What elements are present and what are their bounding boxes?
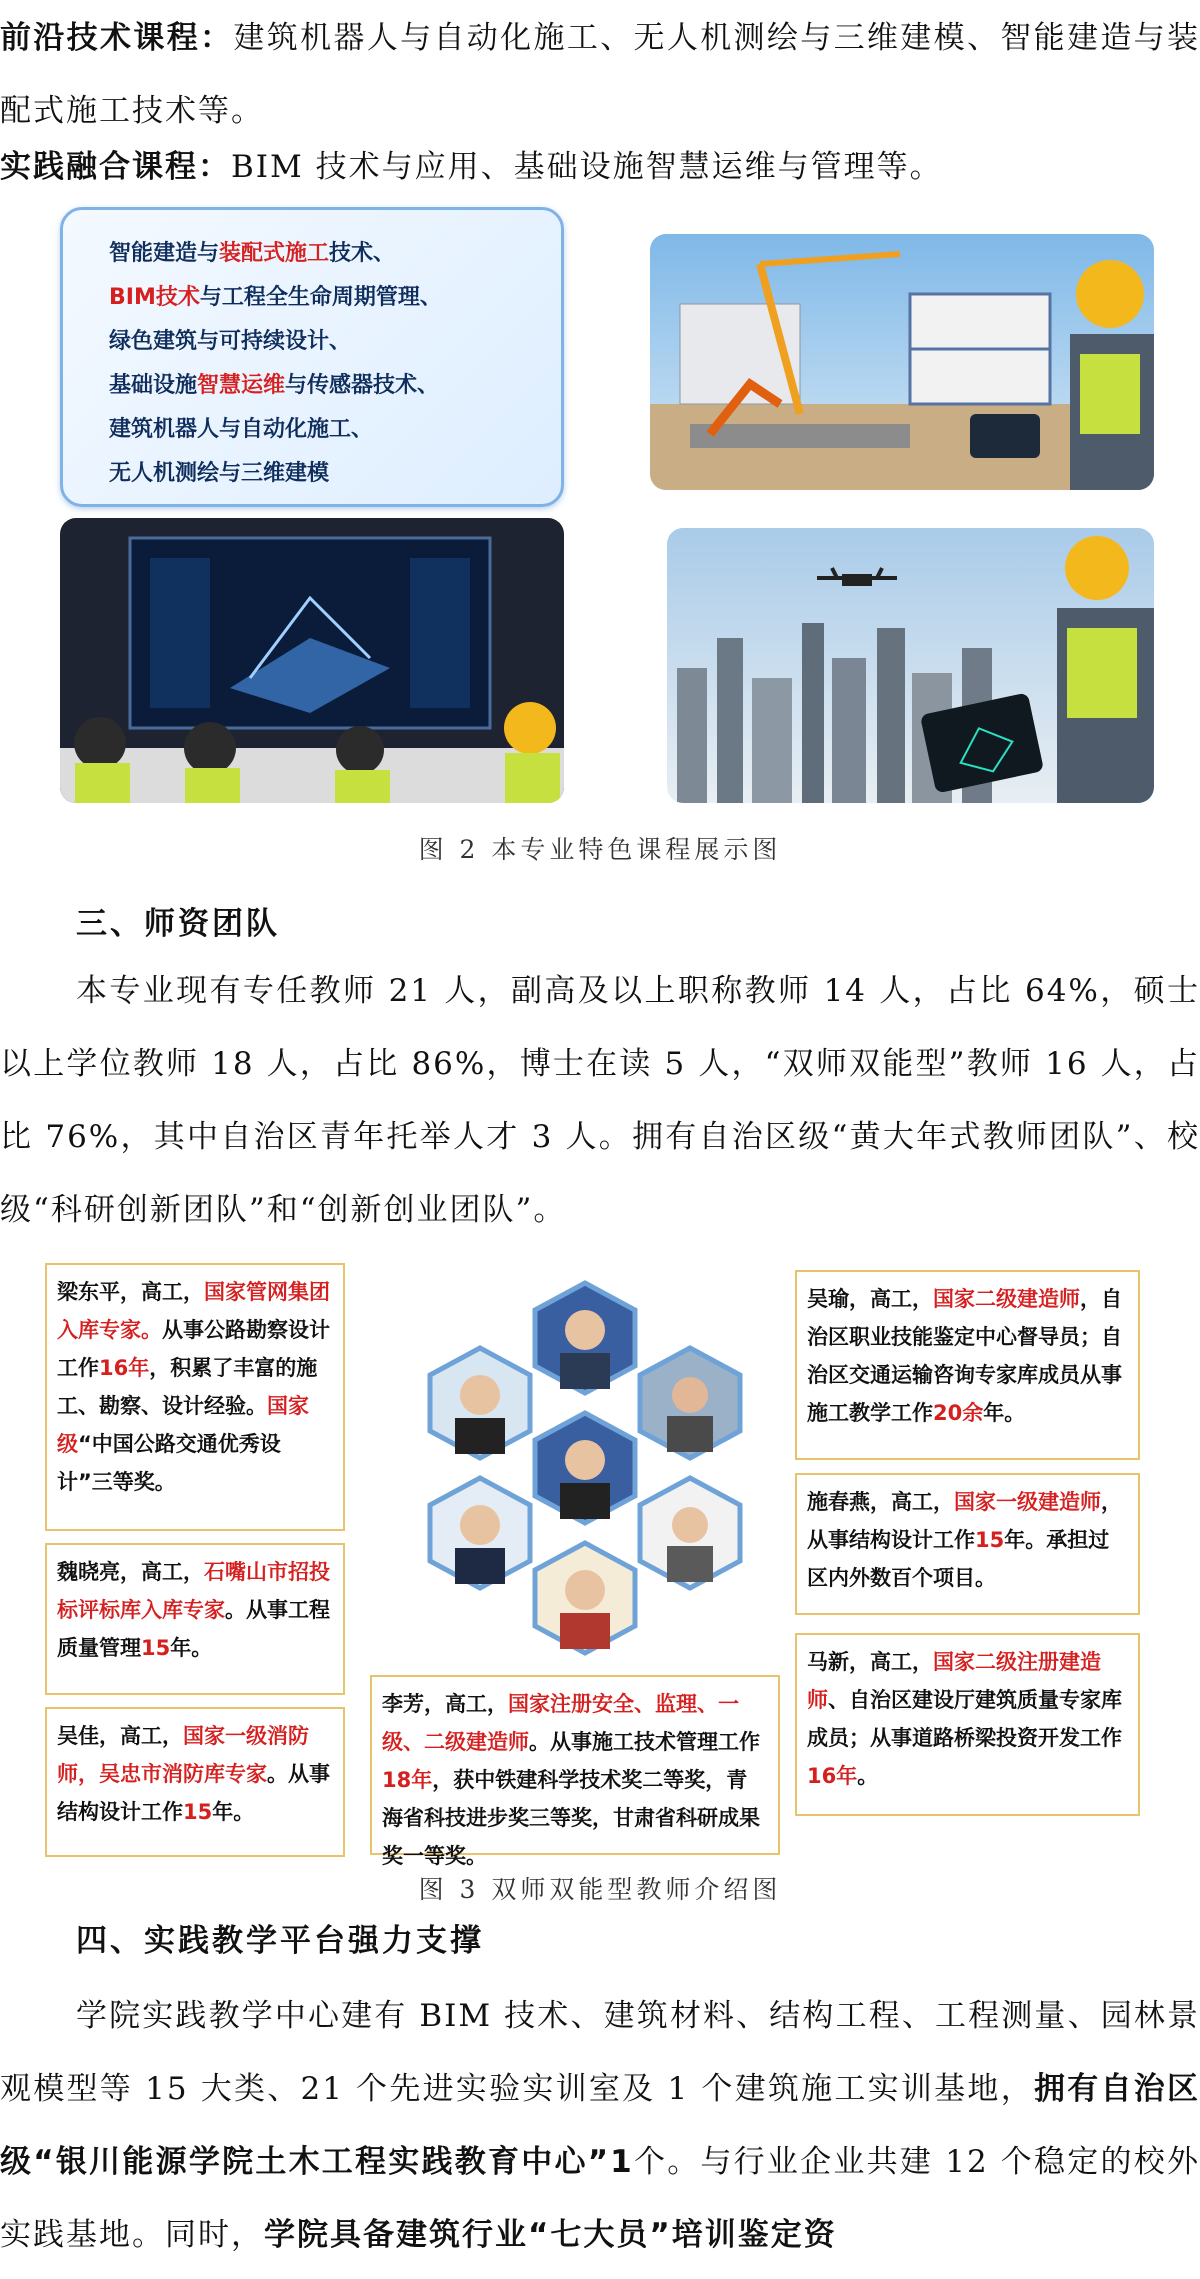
teacher-card-wuyu: 吴瑜，高工，国家二级建造师，自治区职业技能鉴定中心督导员；自治区交通运输咨询专家库成员从事施工教学工作20余年。 [795,1270,1140,1460]
teacher-portraits-hexagons [410,1278,760,1678]
frontier-courses-text: 建筑机器人与自动化施工、无人机测绘与三维建模、智能建造与装配式施工技术等。 [0,20,1200,129]
course-line-1: 智能建造与装配式施工技术、 [109,241,396,266]
practice-courses-label: 实践融合课程： [0,149,231,185]
teacher-card-wei: 魏晓亮，高工，石嘴山市招投标评标库入库专家。从事工程质量管理15年。 [45,1543,345,1695]
portrait-hexagon-3 [640,1348,740,1458]
frontier-courses-label: 前沿技术课程： [0,20,234,56]
portrait-hexagon-5 [430,1478,530,1588]
course-line-4: 基础设施智慧运维与传感器技术、 [109,373,440,398]
section-3-heading: 三、师资团队 [76,906,280,942]
teacher-card-liang: 梁东平，高工，国家管网集团入库专家。从事公路勘察设计工作16年，积累了丰富的施工、勘察、设计经验。国家级“中国公路交通优秀设计”三等奖。 [45,1263,345,1531]
drone-city-photo [667,528,1154,803]
portrait-hexagon-6 [640,1478,740,1588]
course-line-5: 建筑机器人与自动化施工、 [109,417,374,442]
portrait-hexagon-2 [430,1348,530,1458]
teacher-card-shi: 施春燕，高工，国家一级建造师，从事结构设计工作15年。承担过区内外数百个项目。 [795,1473,1140,1615]
course-line-3: 绿色建筑与可持续设计、 [109,329,352,354]
figure-3-caption: 图 3 双师双能型教师介绍图 [418,1875,782,1904]
construction-site-photo [650,234,1154,490]
paragraph-frontier-courses [0,2,1200,148]
course-list-box [60,207,564,507]
section-4-body: 学院实践教学中心建有 BIM 技术、建筑材料、结构工程、工程测量、园林景观模型等 15 大类、21 个先进实验实训室及 1 个建筑施工实训基地，拥有自治区级“银川能源学院土木工程实践教育中心”1个。与行业企业共建 12 个稳定的校外实践基地。同时，学院具备建筑行业“七大员”培训鉴定资 [0,1998,1200,2253]
teacher-card-wujia: 吴佳，高工，国家一级消防师，吴忠市消防库专家。从事结构设计工作15年。 [45,1707,345,1857]
portrait-hexagon-1 [535,1283,635,1393]
section-4-heading: 四、实践教学平台强力支撑 [76,1923,484,1959]
portrait-hexagon-4 [535,1413,635,1523]
paragraph-practice-courses [0,131,1200,204]
teacher-card-ma: 马新，高工，国家二级注册建造师、自治区建设厅建筑质量专家库成员；从事道路桥梁投资开发工作16年。 [795,1633,1140,1816]
course-line-6: 无人机测绘与三维建模 [109,461,330,486]
practice-courses-text: BIM 技术与应用、基础设施智慧运维与管理等。 [231,149,943,185]
control-room-photo [60,518,564,803]
section-3-body: 本专业现有专任教师 21 人，副高及以上职称教师 14 人，占比 64%，硕士以上学位教师 18 人，占比 86%，博士在读 5 人，“双师双能型”教师 16 人，占比 76%，其中自治区青年托举人才 3 人。拥有自治区级“黄大年式教师团队”、校级“科研创新团队”和“创新创业团队”。 [0,973,1200,1228]
figure-2-caption: 图 2 本专业特色课程展示图 [418,835,782,864]
teacher-card-lifang: 李芳，高工，国家注册安全、监理、一级、二级建造师。从事施工技术管理工作18年，获中铁建科学技术奖二等奖，青海省科技进步奖三等奖，甘肃省科研成果奖一等奖。 [370,1675,780,1855]
course-line-2: BIM技术与工程全生命周期管理、 [109,285,442,310]
portrait-hexagon-7 [535,1543,635,1653]
